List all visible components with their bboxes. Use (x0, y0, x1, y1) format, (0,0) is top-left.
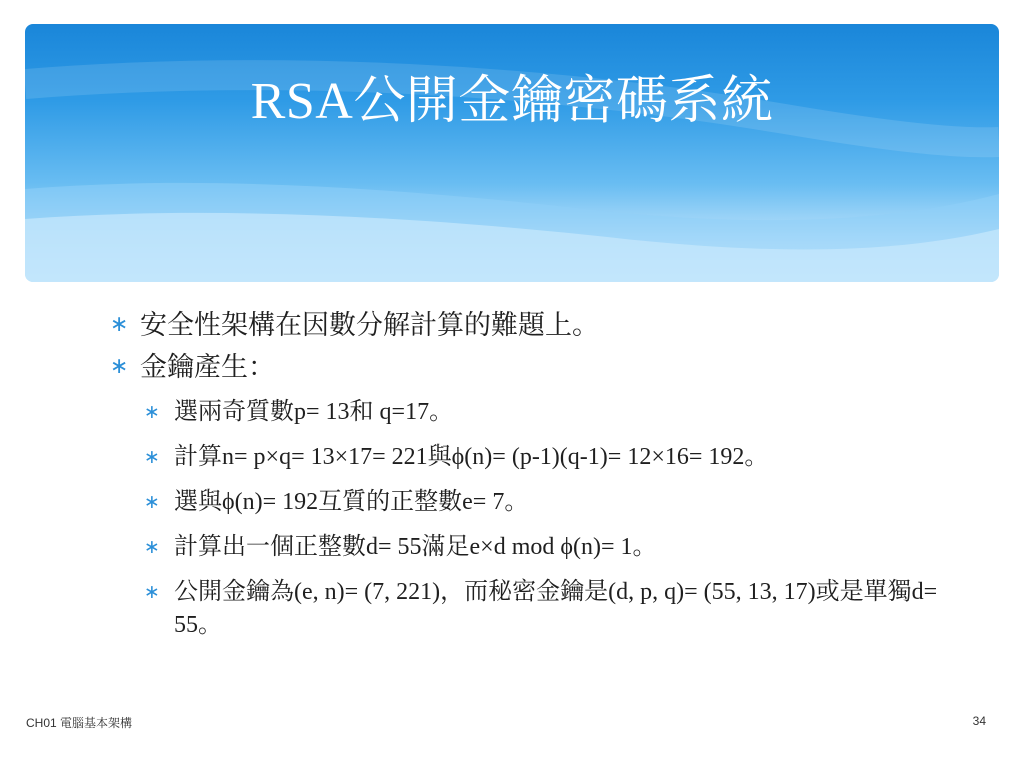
page-number: 34 (972, 714, 986, 728)
sub-bullet-text: 計算n= p×q= 13×17= 221與ϕ(n)= (p-1)(q-1)= 12×16= 192。 (174, 444, 769, 470)
asterisk-bullet-icon: ∗ (144, 536, 160, 558)
asterisk-bullet-icon: ∗ (144, 581, 160, 603)
asterisk-bullet-icon: ∗ (144, 491, 160, 513)
bullet-item (108, 306, 938, 344)
asterisk-bullet-icon: ∗ (144, 401, 160, 423)
bullet-text: 安全性架構在因數分解計算的難題上。 (140, 310, 599, 340)
sub-bullet-item (108, 576, 938, 642)
footer-chapter-label: CH01 電腦基本架構 (26, 716, 133, 730)
asterisk-bullet-icon: ∗ (110, 354, 129, 379)
sub-bullet-item (108, 396, 938, 429)
sub-bullet-item (108, 441, 938, 474)
title-banner (25, 24, 999, 282)
bullet-list (108, 306, 938, 654)
asterisk-bullet-icon: ∗ (110, 312, 129, 337)
banner-wave-decoration (25, 24, 999, 282)
slide-title: RSA公開金鑰密碼系統 (250, 73, 774, 130)
bullet-item (108, 348, 938, 386)
sub-bullet-item (108, 531, 938, 564)
bullet-text: 金鑰產生： (140, 352, 275, 382)
sub-bullet-text: 選與ϕ(n)= 192互質的正整數e= 7。 (174, 489, 529, 515)
sub-bullet-text: 計算出一個正整數d= 55滿足e×d mod ϕ(n)= 1。 (174, 534, 657, 560)
sub-bullet-text: 公開金鑰為(e, n)= (7, 221)，而秘密金鑰是(d, p, q)= (55, 13, 17)或是單獨d= 55。 (174, 579, 938, 638)
sub-bullet-text: 選兩奇質數p= 13和 q=17。 (174, 399, 454, 425)
asterisk-bullet-icon: ∗ (144, 446, 160, 468)
sub-bullet-item (108, 486, 938, 519)
